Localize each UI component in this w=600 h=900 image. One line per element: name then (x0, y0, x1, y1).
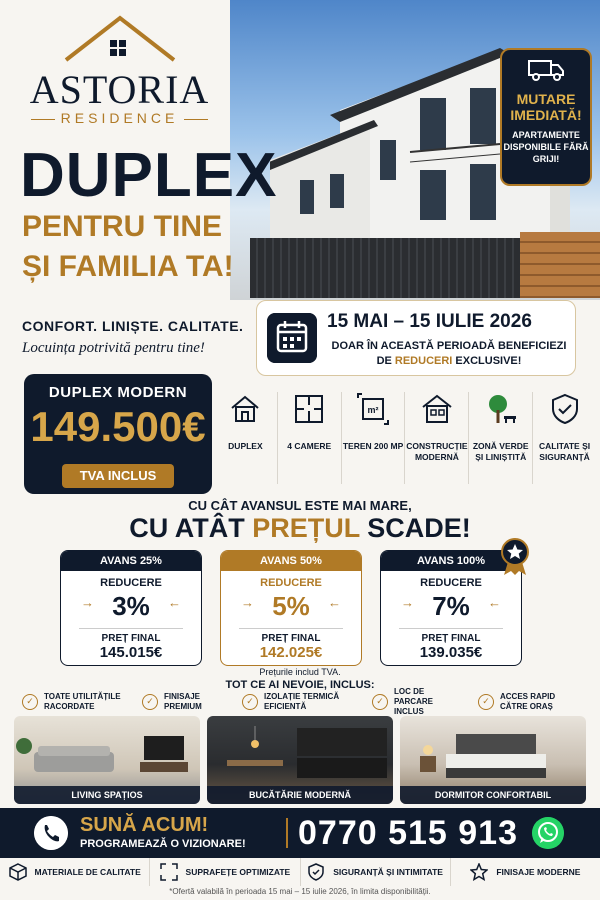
room-caption: DORMITOR CONFORTABIL (400, 786, 586, 804)
roof-logo-icon (60, 12, 180, 67)
feature-item (341, 392, 405, 484)
card-discount: 5% (272, 591, 310, 621)
badge-title: MUTARE IMEDIATĂ! (510, 91, 582, 123)
hero-section (0, 0, 600, 300)
sofa-icon (14, 716, 200, 786)
offer-date-box (256, 300, 576, 376)
included-item (22, 689, 122, 715)
arrow-left-icon: ← (488, 595, 501, 610)
vat-note: Prețurile includ TVA. (259, 667, 341, 677)
truck-icon (527, 56, 565, 82)
arrow-right-icon: → (81, 595, 94, 610)
offer-note-gold: REDUCERI (394, 355, 453, 367)
feature-item (404, 392, 468, 484)
room-caption: BUCĂTĂRIE MODERNĂ (207, 786, 393, 804)
included-label: TOATE UTILITĂȚILE RACORDATE (44, 692, 121, 711)
disclaimer: *Ofertă valabilă în perioada 15 mai – 15 iulie 2026, în limita disponibilității. (169, 887, 431, 896)
badge-text: APARTAMENTE DISPONIBILE FĂRĂ GRIJI! (503, 130, 589, 164)
included-item (478, 689, 582, 715)
kitchen-icon (207, 716, 393, 786)
included-label: LOC DE PARCARE INCLUS (394, 687, 433, 716)
advance-line2a: CU ATÂT (129, 513, 245, 543)
card-final-label: PREȚ FINAL (261, 633, 321, 644)
arrow-right-icon: → (241, 595, 254, 610)
room-living (14, 716, 200, 804)
shield-check-icon (548, 392, 582, 426)
advance-line1: CU CÂT AVANSUL ESTE MAI MARE, (188, 498, 412, 513)
check-icon: ✓ (478, 694, 494, 710)
card-title: AVANS 100% (381, 551, 521, 571)
room-kitchen (207, 716, 393, 804)
floorplan-icon (292, 392, 326, 426)
tagline-values: CONFORT. LINIȘTE. CALITATE. (22, 318, 244, 334)
feature-label: CALITATE ȘI SIGURANȚĂ (538, 441, 591, 462)
advance-line2b: SCADE! (367, 513, 471, 543)
feature-list (214, 392, 596, 484)
card-divider (239, 628, 343, 629)
svg-text:m²: m² (367, 405, 379, 415)
card-divider (399, 628, 503, 629)
card-title: AVANS 25% (61, 551, 201, 571)
arrow-left-icon: ← (328, 595, 341, 610)
call-subtitle: PROGRAMEAZĂ O VIZIONARE! (80, 838, 246, 850)
footer-label: FINISAJE MODERNE (496, 867, 581, 877)
call-bar (0, 808, 600, 858)
feature-label: 4 CAMERE (287, 441, 332, 451)
feature-item (468, 392, 532, 484)
offer-note (327, 339, 571, 369)
brand-subtitle: RESIDENCE (22, 110, 217, 126)
card-discount-label: REDUCERE (420, 577, 482, 589)
wood-fence (520, 232, 600, 298)
building-icon (420, 392, 454, 426)
check-icon: ✓ (242, 694, 258, 710)
headline-line2: PENTRU TINE (22, 210, 223, 243)
price-block (24, 374, 212, 494)
feature-label: TEREN 200 MP (342, 441, 404, 451)
footer-features (0, 858, 600, 886)
included-item (242, 689, 352, 715)
tagline-script: Locuința potrivită pentru tine! (22, 340, 205, 356)
cube-icon (9, 863, 27, 881)
offer-dates: 15 MAI – 15 IULIE 2026 (327, 311, 532, 332)
card-final-label: PREȚ FINAL (421, 633, 481, 644)
card-discount-label: REDUCERE (100, 577, 162, 589)
card-discount-label: REDUCERE (260, 577, 322, 589)
brand-name: ASTORIA (29, 67, 210, 112)
included-label: IZOLAȚIE TERMICĂ EFICIENTĂ (264, 692, 340, 711)
offer-note-a: DOAR ÎN ACEASTĂ PERIOADĂ BENEFICIEZI (331, 340, 567, 352)
feature-label: CONSTRUCȚIE MODERNĂ (406, 441, 468, 462)
card-discount: 7% (432, 591, 470, 621)
advance-card (60, 550, 202, 666)
call-divider (286, 818, 288, 848)
phone-number[interactable]: 0770 515 913 (298, 814, 518, 852)
offer-note-b: DE (376, 355, 392, 367)
included-title: TOT CE AI NEVOIE, INCLUS: (225, 679, 375, 691)
footer-label: SIGURANȚĂ ȘI INTIMITATE (333, 867, 443, 877)
check-icon: ✓ (22, 694, 38, 710)
advance-card (220, 550, 362, 666)
room-gallery (14, 716, 586, 804)
feature-item (532, 392, 596, 484)
card-discount: 3% (112, 591, 150, 621)
card-final-price: 142.025€ (259, 644, 323, 661)
shield-icon (307, 863, 325, 881)
included-list (22, 689, 582, 715)
card-title: AVANS 50% (221, 551, 361, 571)
move-badge (500, 48, 592, 186)
price-value: 149.500€ (30, 403, 206, 450)
feature-item (277, 392, 341, 484)
card-final-price: 145.015€ (99, 644, 163, 661)
star-icon (470, 863, 488, 881)
check-icon: ✓ (372, 694, 388, 710)
whatsapp-icon[interactable] (532, 817, 564, 849)
advance-cards (60, 550, 530, 668)
headline-duplex: DUPLEX (20, 141, 278, 210)
star-ribbon-icon (500, 538, 530, 576)
footer-item (450, 858, 600, 886)
offer-note-c: EXCLUSIVE! (455, 355, 522, 367)
headline-line3: ȘI FAMILIA TA! (22, 250, 234, 283)
card-final-label: PREȚ FINAL (101, 633, 161, 644)
footer-label: MATERIALE DE CALITATE (34, 867, 141, 877)
expand-icon (160, 863, 178, 881)
footer-item (0, 858, 149, 886)
area-icon (356, 392, 390, 426)
footer-item (300, 858, 450, 886)
included-label: FINISAJE PREMIUM (164, 692, 202, 711)
included-label: ACCES RAPID CĂTRE ORAȘ (500, 692, 556, 711)
room-bedroom (400, 716, 586, 804)
included-item (372, 689, 462, 715)
check-icon: ✓ (142, 694, 158, 710)
bed-icon (400, 716, 586, 786)
calendar-icon (267, 313, 317, 363)
card-divider (79, 628, 183, 629)
phone-icon[interactable] (34, 816, 68, 850)
vat-label: TVA INCLUS (62, 464, 174, 488)
arrow-left-icon: ← (168, 595, 181, 610)
feature-label: ZONĂ VERDE ȘI LINIȘTITĂ (472, 441, 529, 462)
price-title: DUPLEX MODERN (48, 384, 188, 401)
advance-line2-gold: PREȚUL (252, 513, 360, 543)
room-caption: LIVING SPAȚIOS (14, 786, 200, 804)
feature-item (214, 392, 277, 484)
arrow-right-icon: → (401, 595, 414, 610)
feature-label: DUPLEX (228, 441, 263, 451)
house-icon (228, 392, 262, 426)
footer-label: SUPRAFEȚE OPTIMIZATE (185, 867, 291, 877)
footer-item (149, 858, 299, 886)
call-cta[interactable]: SUNĂ ACUM! (80, 814, 209, 836)
included-item (142, 689, 222, 715)
card-final-price: 139.035€ (419, 644, 483, 661)
tree-icon (484, 392, 518, 426)
